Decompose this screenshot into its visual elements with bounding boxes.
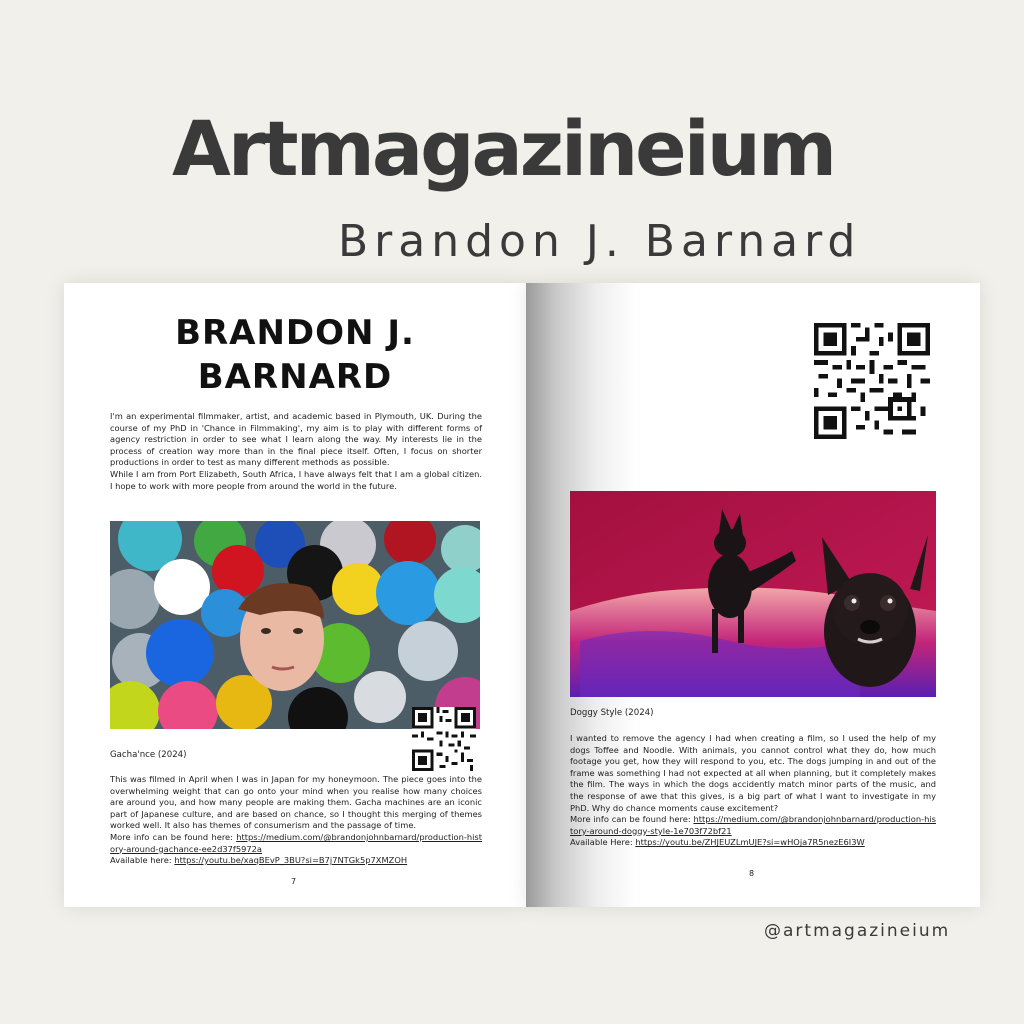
artist-name-line-1: BRANDON J. [175,313,415,353]
doggy-style-youtube-link[interactable]: https://youtu.be/ZHJEUZLmUJE?si=wHOja7R5nezE6I3W [635,837,865,848]
artist-bio [110,411,482,492]
doggy-style-medium-link[interactable]: https://medium.com/@brandonjohnbarnard/production-history-around-doggy-style-1e703f72bf21 [570,814,936,836]
bio-paragraph-1: I'm an experimental filmmaker, artist, and academic based in Plymouth, UK. During the course of my PhD in 'Chance in Filmmaking', my aim is to play with different forms of agency restriction in order to see what I learn along the way. My interests lie in the process of creation way more than in the final piece itself. Often, I focus on shorter productions in order to test as many different methods as possible. [110,411,482,468]
artist-name-line-2: BARNARD [197,357,393,397]
more-info-label: More info can be found here: [570,814,694,825]
available-label: Available here: [110,855,175,866]
artist-name-heading [64,311,526,399]
left-page [64,283,526,907]
gachance-photo [110,521,480,729]
qr-code-icon[interactable] [814,323,930,439]
page-number: 8 [749,869,755,878]
gachance-description: This was filmed in April when I was in Japan for my honeymoon. The piece goes into the overwhelming weight that can go onto your mind when you realise how many choices are around you, and how many people are making them. Gacha machines are an iconic part of Japanese culture, and are based on chance, so I thought this merging of themes worked well. It also has themes of consumerism and the passage of time. [110,774,482,831]
doggy-style-description: I wanted to remove the agency I had when creating a film, so I used the help of my dogs Toffee and Noodle. With animals, you cannot control what they do, how much footage you get, how they will respond to you, etc. The dogs jumping in and out of the frame was something I had not expected at all when planning, but it completely makes the film. The ways in which the dogs accidently match minor parts of the music, and the response of awe that this gives, is a big part of what I want to investigate in my PhD. Why do chance moments cause excitement? [570,733,936,813]
doggy-style-photo [570,491,936,697]
gachance-youtube-link[interactable]: https://youtu.be/xaqBEvP_3BU?si=B7j7NTGk5p7XMZOH [174,855,408,866]
page-number: 7 [291,877,297,886]
gachance-medium-link[interactable]: https://medium.com/@brandonjohnbarnard/production-history-around-gachance-ee2d37f5972a [110,831,482,854]
bio-paragraph-2: While I am from Port Elizabeth, South Africa, I have always felt that I am a global citizen. I hope to work with more people from around the world in the future. [110,468,482,491]
gachance-more-info [110,832,482,855]
artist-subtitle: Brandon J. Barnard [338,216,862,267]
magazine-title: Artmagazineium [172,104,835,193]
doggy-style-more-info [570,814,936,837]
available-label: Available Here: [570,837,636,848]
gacha-capsules-image [110,521,480,729]
instagram-handle[interactable]: @artmagazineium [764,921,951,941]
dogs-image [570,491,936,697]
gachance-available [110,855,482,867]
qr-code-icon[interactable] [412,707,476,771]
doggy-style-caption: Doggy Style (2024) [570,708,654,718]
doggy-style-available [570,837,936,849]
gachance-description-block [110,774,482,867]
right-page [526,283,980,907]
doggy-style-description-block [570,733,936,849]
more-info-label: More info can be found here: [110,831,237,842]
gachance-caption: Gacha'nce (2024) [110,750,187,760]
